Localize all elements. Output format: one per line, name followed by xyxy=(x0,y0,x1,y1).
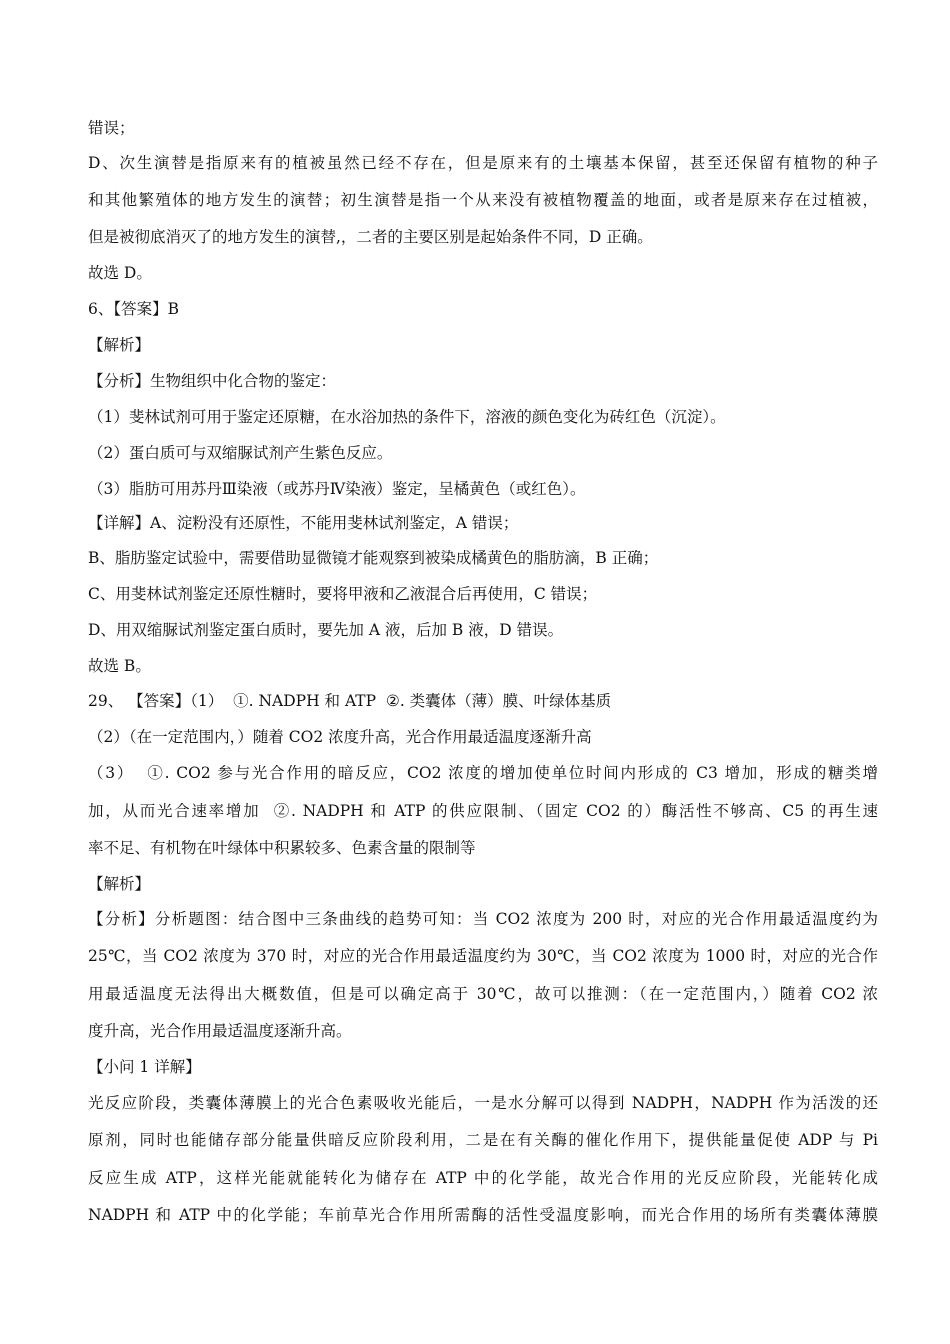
text-line: （3）脂肪可用苏丹Ⅲ染液（或苏丹Ⅳ染液）鉴定，呈橘黄色（或红色）。 xyxy=(88,480,586,498)
text-line: （1）斐林试剂可用于鉴定还原糖，在水浴加热的条件下，溶液的颜色变化为砖红色（沉淀）。 xyxy=(88,408,726,426)
section-label: 【解析】 xyxy=(88,336,151,354)
text-line: 用最适温度无法得出大概数值，但是可以确定高于 30℃，故可以推测：（在一定范围内，）随着 CO2 浓 xyxy=(88,985,878,1003)
text-line: 【分析】分析题图：结合图中三条曲线的趋势可知：当 CO2 浓度为 200 时，对应的光合作用最适温度约为 xyxy=(88,910,878,928)
text-line: （2）蛋白质可与双缩脲试剂产生紫色反应。 xyxy=(88,444,393,462)
section-label: 【解析】 xyxy=(88,875,151,893)
text-line: NADPH 和 ATP 中的化学能；车前草光合作用所需酶的活性受温度影响，而光合作用的场所有类囊体薄膜 xyxy=(88,1206,878,1224)
text-line: D、次生演替是指原来有的植被虽然已经不存在，但是原来有的土壤基本保留，甚至还保留有植物的种子 xyxy=(88,154,878,172)
text-line: 故选 B。 xyxy=(88,657,151,675)
text-line: 反应生成 ATP，这样光能就能转化为储存在 ATP 中的化学能，故光合作用的光反应阶段，光能转化成 xyxy=(88,1169,878,1187)
text-line: D、用双缩脲试剂鉴定蛋白质时，要先加 A 液，后加 B 液，D 错误。 xyxy=(88,621,564,639)
text-line: 原剂，同时也能储存部分能量供暗反应阶段利用，二是在有关酶的催化作用下，提供能量促使 ADP 与 Pi xyxy=(88,1131,878,1149)
text-line: 光反应阶段，类囊体薄膜上的光合色素吸收光能后，一是水分解可以得到 NADPH，NADPH 作为活泼的还 xyxy=(88,1094,878,1112)
text-line: B、脂肪鉴定试验中，需要借助显微镜才能观察到被染成橘黄色的脂肪滴，B 正确； xyxy=(88,549,659,567)
text-line: 度升高，光合作用最适温度逐渐升高。 xyxy=(88,1022,352,1040)
text-line: 【分析】生物组织中化合物的鉴定： xyxy=(88,372,337,390)
text-line: 率不足、有机物在叶绿体中积累较多、色素含量的限制等 xyxy=(88,839,476,857)
section-label: 【小问 1 详解】 xyxy=(88,1058,201,1076)
text-line: 和其他繁殖体的地方发生的演替；初生演替是指一个从来没有被植物覆盖的地面，或者是原来存在过植被， xyxy=(88,191,878,209)
text-line: 25℃，当 CO2 浓度为 370 时，对应的光合作用最适温度约为 30℃，当 CO2 浓度为 1000 时，对应的光合作 xyxy=(88,947,878,965)
text-line: 但是被彻底消灭了的地方发生的演替,，二者的主要区别是起始条件不同，D 正确。 xyxy=(88,228,653,246)
answer-heading: 29、 【答案】（1） ①. NADPH 和 ATP ②. 类囊体（薄）膜、叶绿体基质 xyxy=(88,692,612,710)
answer-heading: 6、【答案】B xyxy=(88,300,180,318)
text-line: 故选 D。 xyxy=(88,264,152,282)
text-line: （2）（在一定范围内，）随着 CO2 浓度升高，光合作用最适温度逐渐升高 xyxy=(88,728,592,746)
text-line: 错误； xyxy=(88,119,135,137)
text-line: （3） ①. CO2 参与光合作用的暗反应，CO2 浓度的增加使单位时间内形成的 C3 增加，形成的糖类增 xyxy=(88,764,878,782)
text-line: 【详解】A、淀粉没有还原性，不能用斐林试剂鉴定，A 错误； xyxy=(88,514,519,532)
text-line: C、用斐林试剂鉴定还原性糖时，要将甲液和乙液混合后再使用，C 错误； xyxy=(88,585,598,603)
text-line: 加，从而光合速率增加 ②. NADPH 和 ATP 的供应限制、（固定 CO2 的）酶活性不够高、C5 的再生速 xyxy=(88,802,878,820)
